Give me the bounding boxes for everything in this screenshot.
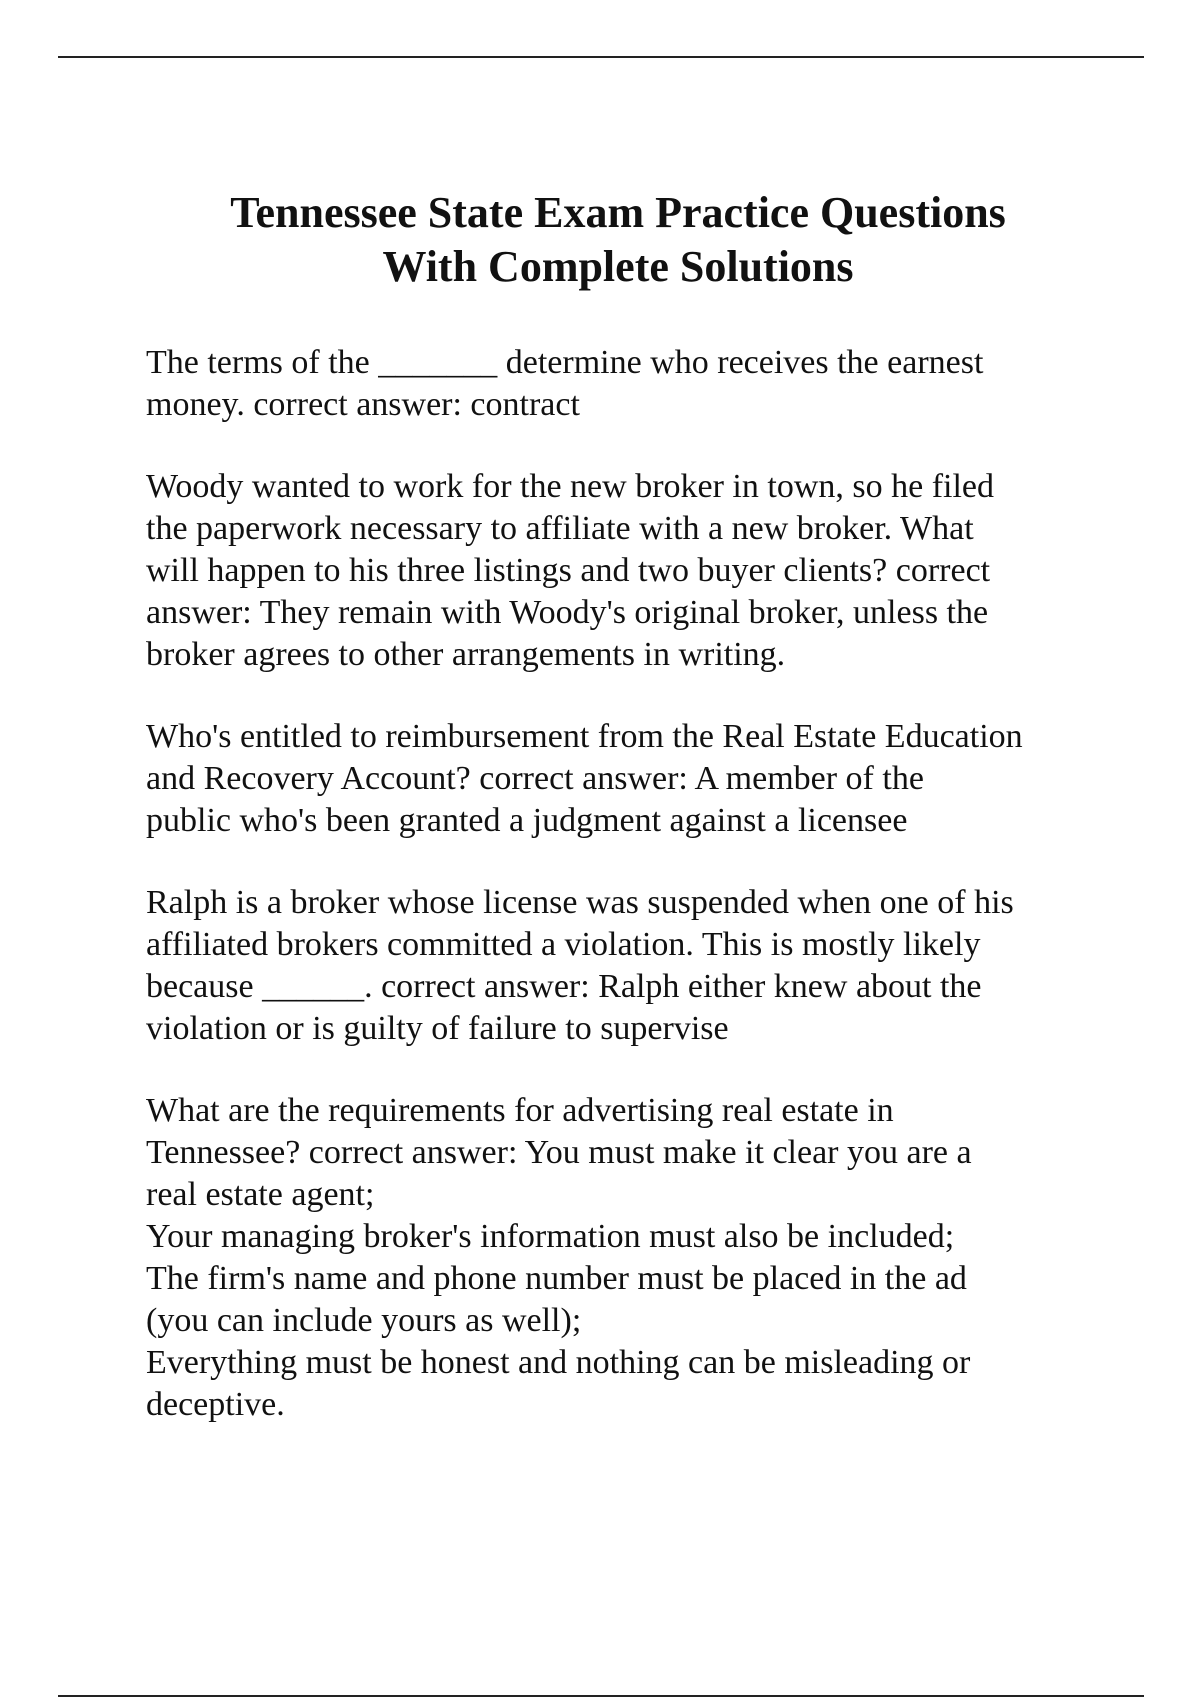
document-body bbox=[146, 342, 1106, 1466]
qa-item-1: The terms of the _______ determine who receives the earnest money. correct answer: contract bbox=[146, 344, 984, 423]
qa-item-4: Ralph is a broker whose license was suspended when one of his affiliated brokers committed a violation. This is mostly likely because ______. correct answer: Ralph either knew about the violation or is guilty of failure to supervise bbox=[146, 884, 1014, 1047]
qa-item-5: What are the requirements for advertising real estate in Tennessee? correct answer: You must make it clear you are a real estate agent; Your managing broker's information must also be included; The firm's name and phone number must be placed in the ad (you can include yours as well); Everything must be honest and nothing can be misleading or deceptive. bbox=[146, 1092, 972, 1423]
title-line-2: With Complete Solutions bbox=[382, 242, 854, 291]
top-rule bbox=[58, 56, 1144, 58]
qa-item-3: Who's entitled to reimbursement from the Real Estate Education and Recovery Account? correct answer: A member of the public who's been granted a judgment against a licensee bbox=[146, 718, 1023, 839]
qa-item-2: Woody wanted to work for the new broker in town, so he filed the paperwork necessary to affiliate with a new broker. What will happen to his three listings and two buyer clients? correct answer: They remain with Woody's original broker, unless the broker agrees to other arrangements in writing. bbox=[146, 468, 995, 673]
title-line-1: Tennessee State Exam Practice Questions bbox=[230, 188, 1006, 237]
document-title bbox=[0, 186, 1200, 294]
bottom-rule bbox=[58, 1695, 1144, 1697]
